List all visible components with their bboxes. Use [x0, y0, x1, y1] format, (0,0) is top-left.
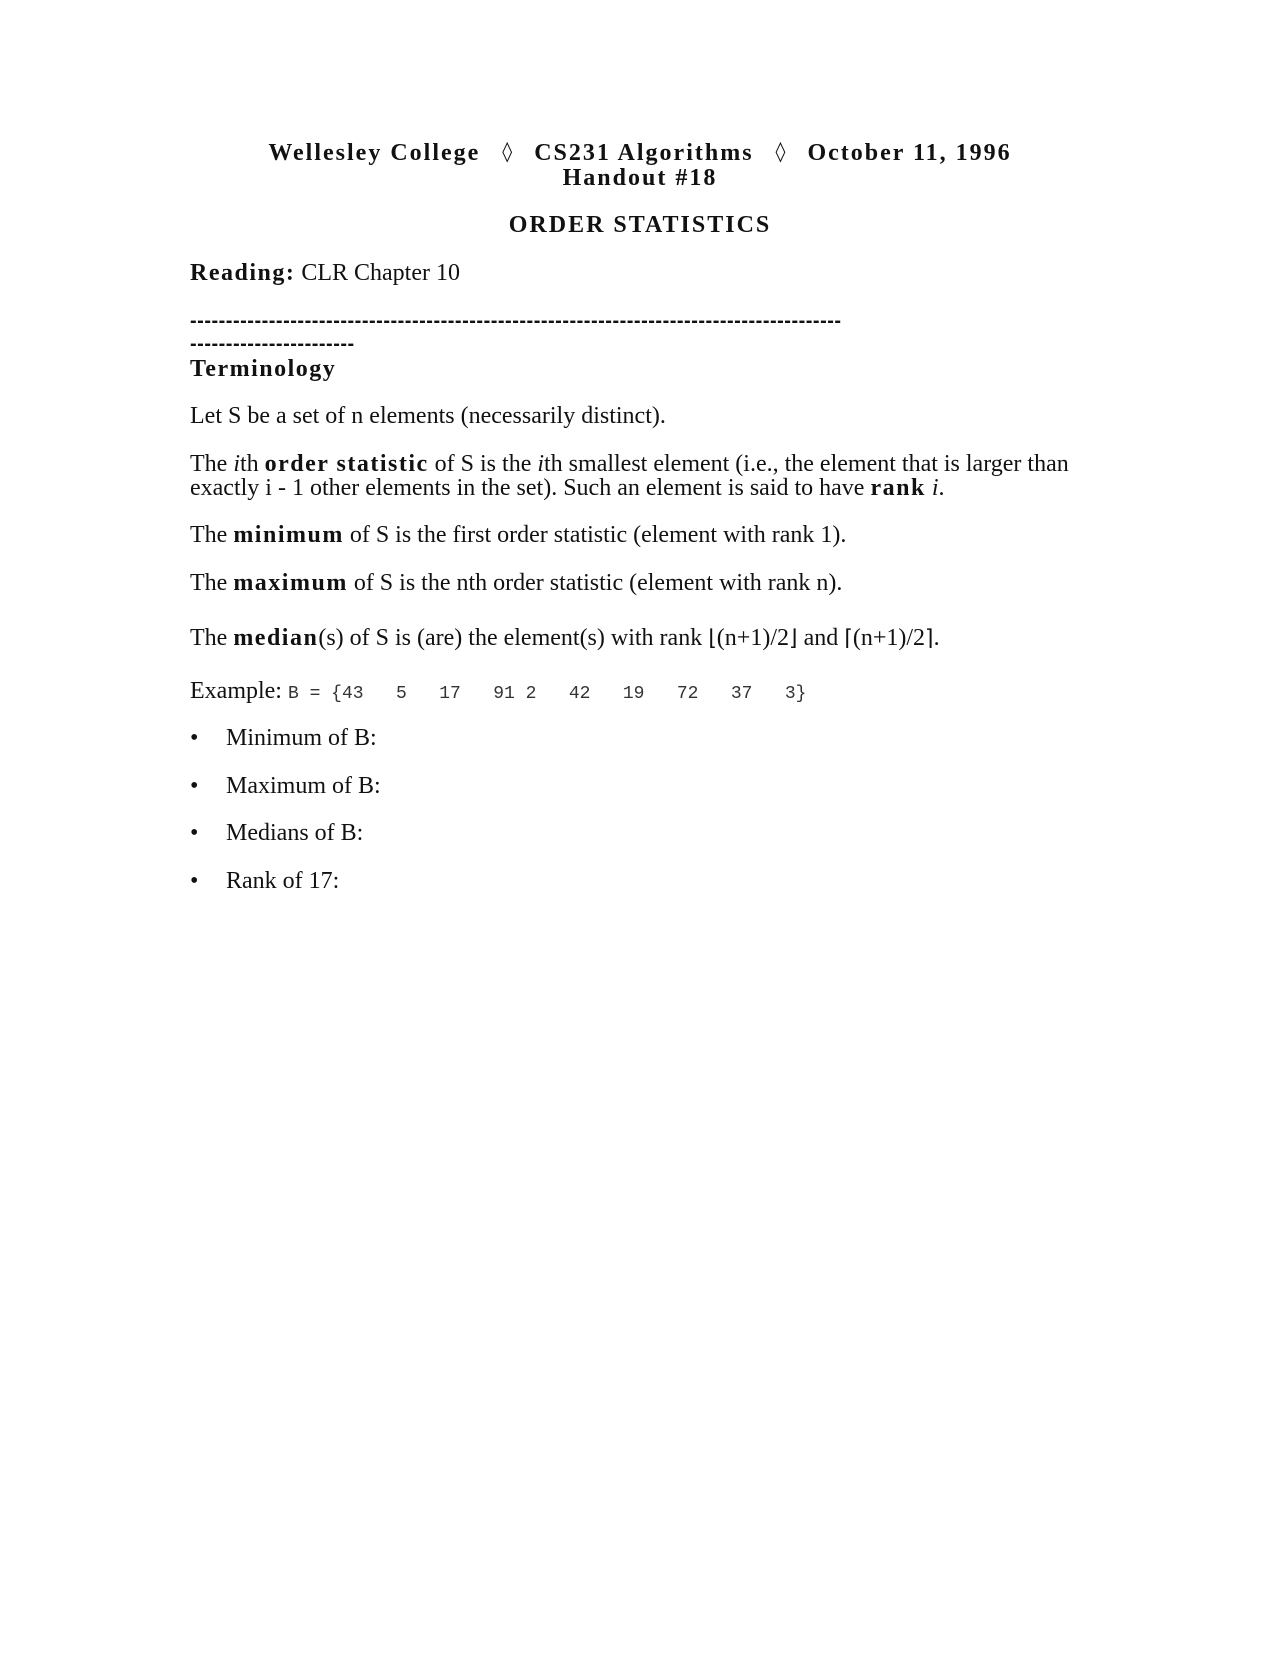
bullet-icon: •: [190, 820, 199, 846]
paragraph-median: [190, 625, 1190, 652]
text-run: .: [938, 475, 945, 501]
bullet-icon: •: [190, 725, 199, 751]
list-item: [190, 868, 339, 895]
list-item-label: Medians of B:: [226, 820, 364, 846]
text-run: The: [190, 570, 234, 596]
floor-close-icon: ⌋: [788, 626, 798, 651]
example-line: [190, 678, 1190, 705]
italic-run: i: [537, 451, 545, 477]
header-line: [0, 140, 1280, 167]
reading-text: CLR Chapter 10: [301, 260, 460, 286]
list-item-label: Minimum of B:: [226, 725, 377, 751]
header-institution: Wellesley College: [268, 140, 481, 166]
list-item: [190, 820, 363, 847]
diamond-separator-icon: ◊: [775, 139, 786, 163]
term-rank: rank: [870, 475, 926, 501]
text-run: of S is the: [428, 451, 538, 477]
text-run: The: [190, 522, 234, 548]
term-order-statistic: order statistic: [264, 451, 429, 477]
italic-run: i: [233, 451, 240, 477]
ceil-open-icon: ⌈: [844, 626, 853, 651]
text-run: exactly i - 1 other elements in the set). Such an element is said to have: [190, 475, 871, 501]
list-item: [190, 773, 381, 800]
paragraph-maximum: [190, 570, 1190, 597]
text-run: of S is the nth order statistic (element with rank n).: [347, 570, 843, 596]
header-date: October 11, 1996: [807, 140, 1012, 166]
list-item-label: Maximum of B:: [226, 773, 381, 799]
text-run: th: [239, 451, 265, 477]
text-run: th smallest element (i.e., the element that is larger than: [544, 451, 1069, 477]
section-heading: Terminology: [190, 356, 337, 382]
reading-label: Reading:: [190, 260, 296, 286]
reading-line: [190, 260, 1190, 287]
term-minimum: minimum: [233, 522, 344, 548]
italic-run: i: [931, 475, 939, 501]
list-item-label: Rank of 17:: [226, 868, 340, 894]
page-title: ORDER STATISTICS: [508, 212, 772, 238]
diamond-separator-icon: ◊: [502, 139, 513, 163]
paragraph-minimum: [190, 522, 1190, 549]
paragraph-order-statistic-line-2: [190, 475, 1190, 502]
header-course: CS231 Algorithms: [534, 140, 754, 166]
divider-line-2: -----------------------: [190, 333, 355, 355]
bullet-icon: •: [190, 868, 199, 894]
paragraph-order-statistic-line-1: [190, 451, 1190, 478]
example-label: Example:: [190, 678, 282, 704]
median-expression-floor: (n+1)/2: [716, 625, 789, 651]
list-item: [190, 725, 377, 752]
bullet-icon: •: [190, 773, 199, 799]
paragraph-set-definition: Let S be a set of n elements (necessarily distinct).: [190, 403, 666, 429]
header-handout: Handout #18: [562, 165, 718, 191]
floor-open-icon: ⌊: [708, 626, 717, 651]
text-run: and: [797, 625, 845, 651]
text-run: The: [190, 451, 234, 477]
term-median: median: [233, 625, 319, 651]
text-run: (s) of S is (are) the element(s) with rank: [318, 625, 709, 651]
ceil-close-icon: ⌉: [925, 626, 934, 651]
text-run: .: [933, 625, 940, 651]
text-run: of S is the first order statistic (element with rank 1).: [343, 522, 847, 548]
example-set: B = {43 5 17 91 2 42 19 72 37 3}: [287, 684, 807, 704]
term-maximum: maximum: [233, 570, 348, 596]
median-expression-ceil: (n+1)/2: [852, 625, 926, 651]
divider-line-1: -------------------------------------------------------------------------------------------: [190, 310, 842, 332]
text-run: The: [190, 625, 234, 651]
